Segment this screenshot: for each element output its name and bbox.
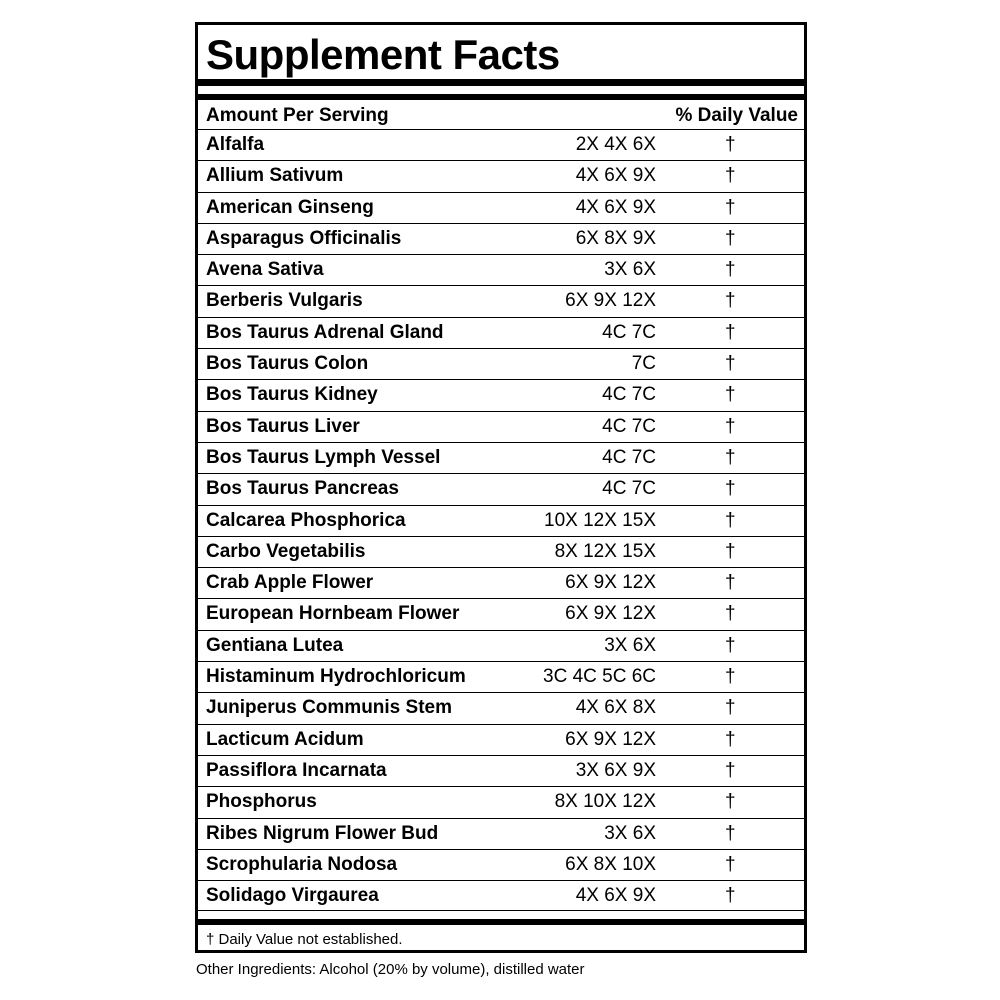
ingredient-row — [198, 598, 804, 629]
thick-divider — [198, 79, 804, 86]
panel-title: Supplement Facts — [206, 31, 560, 78]
ingredient-name: Solidago Virgaurea — [206, 885, 379, 907]
ingredient-potency: 4X 6X 8X — [575, 697, 656, 719]
ingredient-row — [198, 285, 804, 316]
ingredient-row — [198, 317, 804, 348]
ingredient-potency: 6X 9X 12X — [565, 728, 656, 750]
ingredient-potency: 6X 9X 12X — [565, 572, 656, 594]
daily-value-dagger: † — [725, 165, 736, 187]
ingredient-name: Passiflora Incarnata — [206, 759, 387, 781]
ingredient-name: Avena Sativa — [206, 259, 324, 281]
daily-value-dagger: † — [725, 446, 736, 468]
ingredient-name: Ribes Nigrum Flower Bud — [206, 822, 439, 844]
ingredient-potency: 7C — [631, 353, 656, 375]
daily-value-dagger: † — [725, 822, 736, 844]
ingredient-potency: 6X 9X 12X — [565, 603, 656, 625]
ingredient-name: Bos Taurus Kidney — [206, 384, 378, 406]
ingredient-name: Alfalfa — [206, 134, 265, 155]
ingredient-potency: 4X 6X 9X — [575, 196, 656, 218]
footnote: † Daily Value not established. — [206, 931, 403, 948]
daily-value-dagger: † — [725, 509, 736, 531]
ingredient-name: Histaminum Hydrochloricum — [206, 666, 466, 688]
ingredient-row — [198, 505, 804, 536]
daily-value-dagger: † — [725, 415, 736, 437]
ingredient-potency: 4X 6X 9X — [575, 165, 656, 187]
ingredient-row — [198, 661, 804, 692]
daily-value-dagger: † — [725, 759, 736, 781]
ingredient-row — [198, 254, 804, 285]
ingredient-potency: 4C 7C — [602, 415, 656, 437]
ingredient-row — [198, 192, 804, 223]
ingredient-row — [198, 567, 804, 598]
daily-value-dagger: † — [725, 728, 736, 750]
ingredient-list — [198, 129, 804, 911]
ingredient-potency: 8X 12X 15X — [554, 540, 656, 562]
ingredient-name: Carbo Vegetabilis — [206, 540, 366, 562]
thick-divider — [198, 94, 804, 100]
daily-value-dagger: † — [725, 134, 736, 155]
daily-value-dagger: † — [725, 227, 736, 249]
daily-value-dagger: † — [725, 290, 736, 312]
other-ingredients: Other Ingredients: Alcohol (20% by volume), distilled water — [196, 961, 585, 978]
ingredient-potency: 3C 4C 5C 6C — [543, 666, 656, 688]
ingredient-name: Bos Taurus Liver — [206, 415, 360, 437]
ingredient-row — [198, 379, 804, 410]
daily-value-header: % Daily Value — [675, 105, 798, 126]
daily-value-dagger: † — [725, 540, 736, 562]
ingredient-row — [198, 160, 804, 191]
ingredient-potency: 3X 6X — [604, 822, 656, 844]
ingredient-row — [198, 411, 804, 442]
ingredient-row — [198, 786, 804, 817]
ingredient-row — [198, 536, 804, 567]
ingredient-potency: 3X 6X — [604, 634, 656, 656]
ingredient-row — [198, 755, 804, 786]
daily-value-dagger: † — [725, 634, 736, 656]
thick-divider — [198, 919, 804, 925]
ingredient-row — [198, 348, 804, 379]
ingredient-name: Lacticum Acidum — [206, 728, 364, 750]
ingredient-row — [198, 473, 804, 504]
ingredient-potency: 3X 6X — [604, 259, 656, 281]
ingredient-potency: 4C 7C — [602, 384, 656, 406]
amount-per-serving-header: Amount Per Serving — [206, 105, 389, 126]
ingredient-potency: 4C 7C — [602, 321, 656, 343]
ingredient-potency: 2X 4X 6X — [575, 134, 656, 155]
daily-value-dagger: † — [725, 885, 736, 907]
column-header — [198, 103, 804, 129]
daily-value-dagger: † — [725, 321, 736, 343]
ingredient-name: Calcarea Phosphorica — [206, 509, 406, 531]
ingredient-row — [198, 630, 804, 661]
ingredient-name: Bos Taurus Pancreas — [206, 478, 399, 500]
daily-value-dagger: † — [725, 791, 736, 813]
ingredient-potency: 8X 10X 12X — [554, 791, 656, 813]
ingredient-row — [198, 442, 804, 473]
ingredient-row — [198, 724, 804, 755]
daily-value-dagger: † — [725, 353, 736, 375]
ingredient-potency: 6X 9X 12X — [565, 290, 656, 312]
ingredient-potency: 3X 6X 9X — [575, 759, 656, 781]
daily-value-dagger: † — [725, 384, 736, 406]
daily-value-dagger: † — [725, 196, 736, 218]
daily-value-dagger: † — [725, 572, 736, 594]
ingredient-name: American Ginseng — [206, 196, 374, 218]
ingredient-row — [198, 818, 804, 849]
ingredient-name: Bos Taurus Lymph Vessel — [206, 446, 441, 468]
ingredient-name: Juniperus Communis Stem — [206, 697, 452, 719]
supplement-facts-panel — [195, 22, 807, 953]
ingredient-name: Bos Taurus Colon — [206, 353, 369, 375]
ingredient-potency: 4C 7C — [602, 446, 656, 468]
daily-value-dagger: † — [725, 697, 736, 719]
ingredient-name: Bos Taurus Adrenal Gland — [206, 321, 444, 343]
daily-value-dagger: † — [725, 478, 736, 500]
daily-value-dagger: † — [725, 603, 736, 625]
ingredient-name: European Hornbeam Flower — [206, 603, 460, 625]
ingredient-potency: 4C 7C — [602, 478, 656, 500]
ingredient-name: Berberis Vulgaris — [206, 290, 363, 312]
ingredient-row — [198, 223, 804, 254]
ingredient-name: Allium Sativum — [206, 165, 344, 187]
ingredient-potency: 10X 12X 15X — [544, 509, 656, 531]
ingredient-name: Phosphorus — [206, 791, 317, 813]
daily-value-dagger: † — [725, 853, 736, 875]
ingredient-potency: 6X 8X 10X — [565, 853, 656, 875]
ingredient-name: Gentiana Lutea — [206, 634, 344, 656]
ingredient-row — [198, 129, 804, 160]
ingredient-row — [198, 880, 804, 911]
ingredient-row — [198, 849, 804, 880]
daily-value-dagger: † — [725, 666, 736, 688]
ingredient-potency: 4X 6X 9X — [575, 885, 656, 907]
daily-value-dagger: † — [725, 259, 736, 281]
ingredient-potency: 6X 8X 9X — [575, 227, 656, 249]
ingredient-name: Asparagus Officinalis — [206, 227, 402, 249]
ingredient-row — [198, 692, 804, 723]
ingredient-name: Scrophularia Nodosa — [206, 853, 398, 875]
ingredient-name: Crab Apple Flower — [206, 572, 374, 594]
